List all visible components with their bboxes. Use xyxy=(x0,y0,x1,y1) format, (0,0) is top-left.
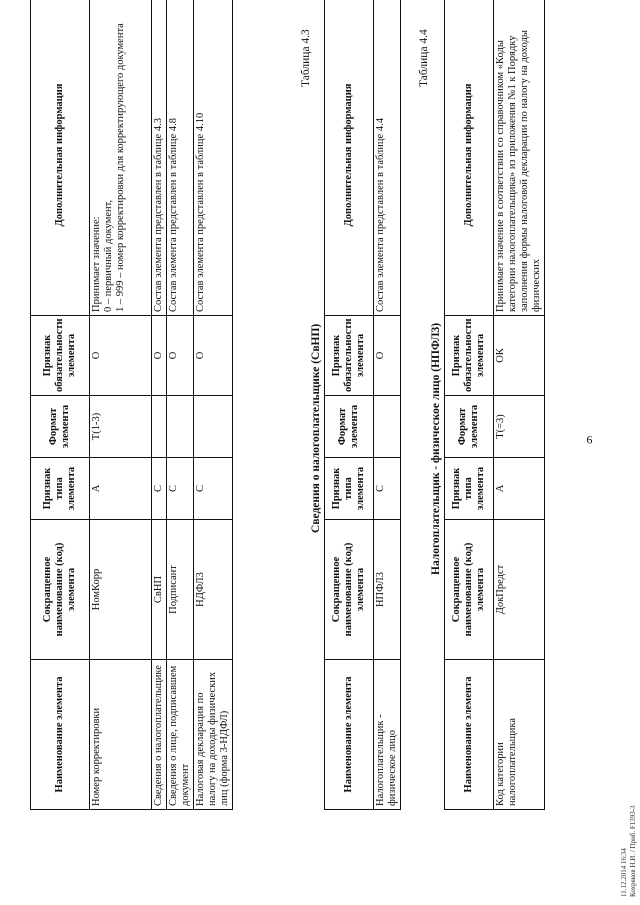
cell: Принимает значение в соответствии со справочником «Коды категории налогоплательщика» из приложения №1 к Порядку заполнения формы налоговой декларации по налогу на доходы физических xyxy=(494,0,545,316)
table-row xyxy=(494,0,545,810)
cell: Сведения о лице, подписавшем документ xyxy=(167,660,194,810)
table-3-header xyxy=(445,0,494,810)
cell: Номер корректировки xyxy=(90,660,152,810)
cell: T(=3) xyxy=(494,396,545,458)
cell: Налоговая декларация по налогу на доходы физических лиц (форма 3-НДФЛ) xyxy=(194,660,233,810)
cell: О xyxy=(90,316,152,396)
cell xyxy=(194,396,233,458)
header-name: Наименование элемента xyxy=(445,660,494,810)
table-1-header xyxy=(31,0,90,810)
cell: СвНП xyxy=(152,520,167,660)
header-type: Признак типа элемента xyxy=(31,458,90,520)
header-format: Формат элемента xyxy=(445,396,494,458)
cell: С xyxy=(194,458,233,520)
cell: О xyxy=(167,316,194,396)
table-3-caption: Налогоплательщик - физическое лицо (НПФЛ3) xyxy=(430,322,442,575)
header-required: Признак обязательности элемента xyxy=(31,316,90,396)
cell: Подписант xyxy=(167,520,194,660)
cell xyxy=(152,396,167,458)
header-short: Сокращенное наименование (код) элемента xyxy=(31,520,90,660)
header-info: Дополнительная информация xyxy=(31,0,90,316)
cell: О xyxy=(152,316,167,396)
header-type: Признак типа элемента xyxy=(445,458,494,520)
header-name: Наименование элемента xyxy=(325,660,374,810)
header-info: Дополнительная информация xyxy=(325,0,374,316)
header-type: Признак типа элемента xyxy=(325,458,374,520)
cell xyxy=(374,396,401,458)
header-format: Формат элемента xyxy=(325,396,374,458)
cell xyxy=(167,396,194,458)
table-row xyxy=(194,0,233,810)
table-3-label: Таблица 4.4 xyxy=(418,29,430,87)
cell: НомКорр xyxy=(90,520,152,660)
table-1 xyxy=(30,0,233,810)
header-required: Признак обязательности элемента xyxy=(325,316,374,396)
header-name: Наименование элемента xyxy=(31,660,90,810)
header-short: Сокращенное наименование (код) элемента xyxy=(325,520,374,660)
cell: О xyxy=(374,316,401,396)
header-short: Сокращенное наименование (код) элемента xyxy=(445,520,494,660)
stamp-line-1: 11.12.2014 16:34 xyxy=(620,848,628,897)
cell: А xyxy=(494,458,545,520)
table-row xyxy=(152,0,167,810)
cell: Принимает значение: 0 – первичный документ, 1 – 999 – номер корректировки для корректирующего документа xyxy=(90,0,152,316)
cell: Состав элемента представлен в таблице 4.4 xyxy=(374,0,401,316)
cell: Налогоплательщик - физическое лицо xyxy=(374,660,401,810)
cell: Состав элемента представлен в таблице 4.8 xyxy=(167,0,194,316)
page-number: 6 xyxy=(586,432,593,447)
table-2-label: Таблица 4.3 xyxy=(300,29,312,87)
cell: С xyxy=(152,458,167,520)
cell: Состав элемента представлен в таблице 4.3 xyxy=(152,0,167,316)
cell: Состав элемента представлен в таблице 4.10 xyxy=(194,0,233,316)
table-2 xyxy=(324,0,401,810)
header-format: Формат элемента xyxy=(31,396,90,458)
cell: А xyxy=(90,458,152,520)
cell: НПФЛ3 xyxy=(374,520,401,660)
table-2-caption: Сведения о налогоплательщике (СвНП) xyxy=(310,323,322,533)
cell: С xyxy=(167,458,194,520)
cell: T(1-3) xyxy=(90,396,152,458)
cell: ДокПредст xyxy=(494,520,545,660)
stamp-line-2: Кохряков Н.И. / Приб. F1393-3 xyxy=(629,805,637,897)
table-row xyxy=(374,0,401,810)
print-stamp xyxy=(620,805,638,897)
header-info: Дополнительная информация xyxy=(445,0,494,316)
cell: С xyxy=(374,458,401,520)
cell: НДФЛ3 xyxy=(194,520,233,660)
cell: Сведения о налогоплательщике xyxy=(152,660,167,810)
table-3 xyxy=(444,0,545,810)
table-2-header xyxy=(325,0,374,810)
cell: О xyxy=(194,316,233,396)
header-required: Признак обязательности элемента xyxy=(445,316,494,396)
table-row xyxy=(90,0,152,810)
cell: ОК xyxy=(494,316,545,396)
cell: Код категории налогоплательщика xyxy=(494,660,545,810)
table-row xyxy=(167,0,194,810)
